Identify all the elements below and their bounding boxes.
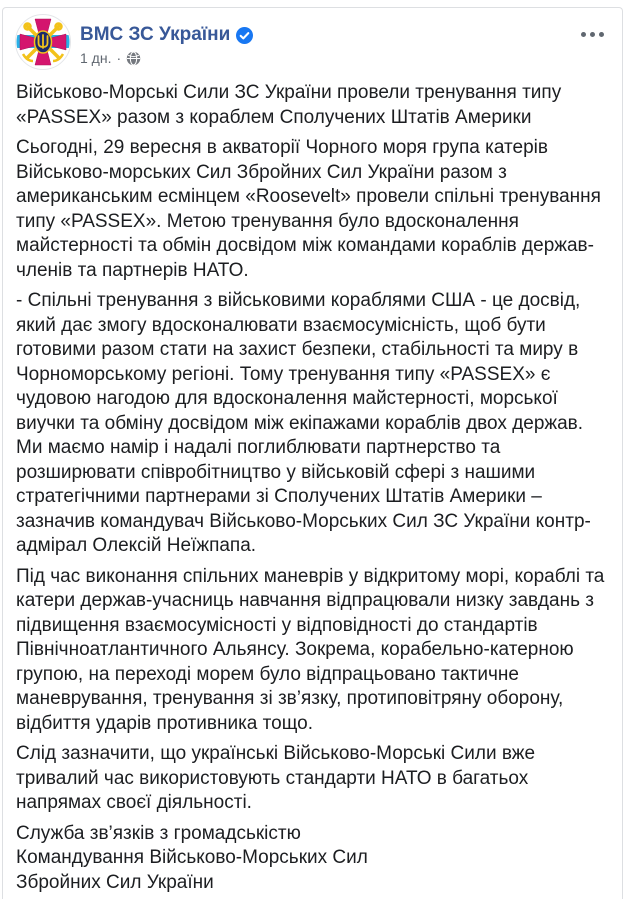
meta-separator: · <box>116 49 121 67</box>
navy-emblem-icon <box>15 14 71 70</box>
post-timestamp[interactable]: 1 дн. <box>80 49 111 67</box>
post-meta <box>80 49 253 67</box>
post-body <box>3 70 622 816</box>
post-paragraph: Слід зазначити, що українські Військово-Морські Сили вже тривалий час використовують стандарти НАТО в багатьох напрямах своєї діяльності. <box>16 742 608 816</box>
post-paragraph: Сьогодні, 29 вересня в акваторії Чорного моря група катерів Військово-морських Сил Збройних Сил України разом з американським есмінцем «Roosevelt» провели спільні тренування типу «PASSEX». Метою тренування було вдосконалення майстерності та обмін досвідом між командами кораблів держав-членів та партнерів НАТО. <box>16 136 608 283</box>
signature-line: Збройних Сил України <box>16 871 608 896</box>
globe-privacy-icon <box>126 51 141 66</box>
post-header <box>3 8 622 70</box>
header-info <box>80 14 253 67</box>
post-signature <box>3 822 622 899</box>
verified-badge-icon <box>236 27 253 44</box>
post-paragraph: Військово-Морські Сили ЗС України провели тренування типу «PASSEX» разом з кораблем Сполучених Штатів Америки <box>16 81 608 130</box>
page-name-link[interactable]: ВМС ЗС України <box>80 24 230 46</box>
signature-line: Командування Військово-Морських Сил <box>16 846 608 871</box>
post-paragraph: - Спільні тренування з військовими кораблями США - це досвід, який дає змогу вдосконалювати взаємосумісність, щоб бути готовими разом стати на захист безпеки, стабільності та миру в Чорноморському регіоні. Тому тренування типу «PASSEX» є чудовою нагодою для вдосконалення майстерності, морської виучки та обміну досвідом між екіпажами кораблів двох держав. Ми маємо намір і надалі поглиблювати партнерство та розширювати співробітництво у військовій сфері з нашими стратегічними партнерами зі Сполучених Штатів Америки – зазначив командувач Військово-Морських Сил ЗС України контр-адмірал Олексій Неїжпапа. <box>16 289 608 559</box>
post-paragraph: Під час виконання спільних маневрів у відкритому морі, кораблі та катери держав-учасниць навчання відпрацювали низку завдань з підвищення взаємосумісності у відповідності до стандартів Північноатлантичного Альянсу. Зокрема, корабельно-катерною групою, на переході морем було відпрацьовано тактичне маневрування, тренування зі зв’язку, протиповітряну оборону, відбиття ударів противника тощо. <box>16 565 608 737</box>
ellipsis-icon <box>581 32 586 37</box>
post-card <box>2 7 623 899</box>
page-avatar[interactable] <box>15 14 71 70</box>
signature-line: Служба зв’язків з громадськістю <box>16 822 608 847</box>
post-options-button[interactable] <box>575 26 610 43</box>
